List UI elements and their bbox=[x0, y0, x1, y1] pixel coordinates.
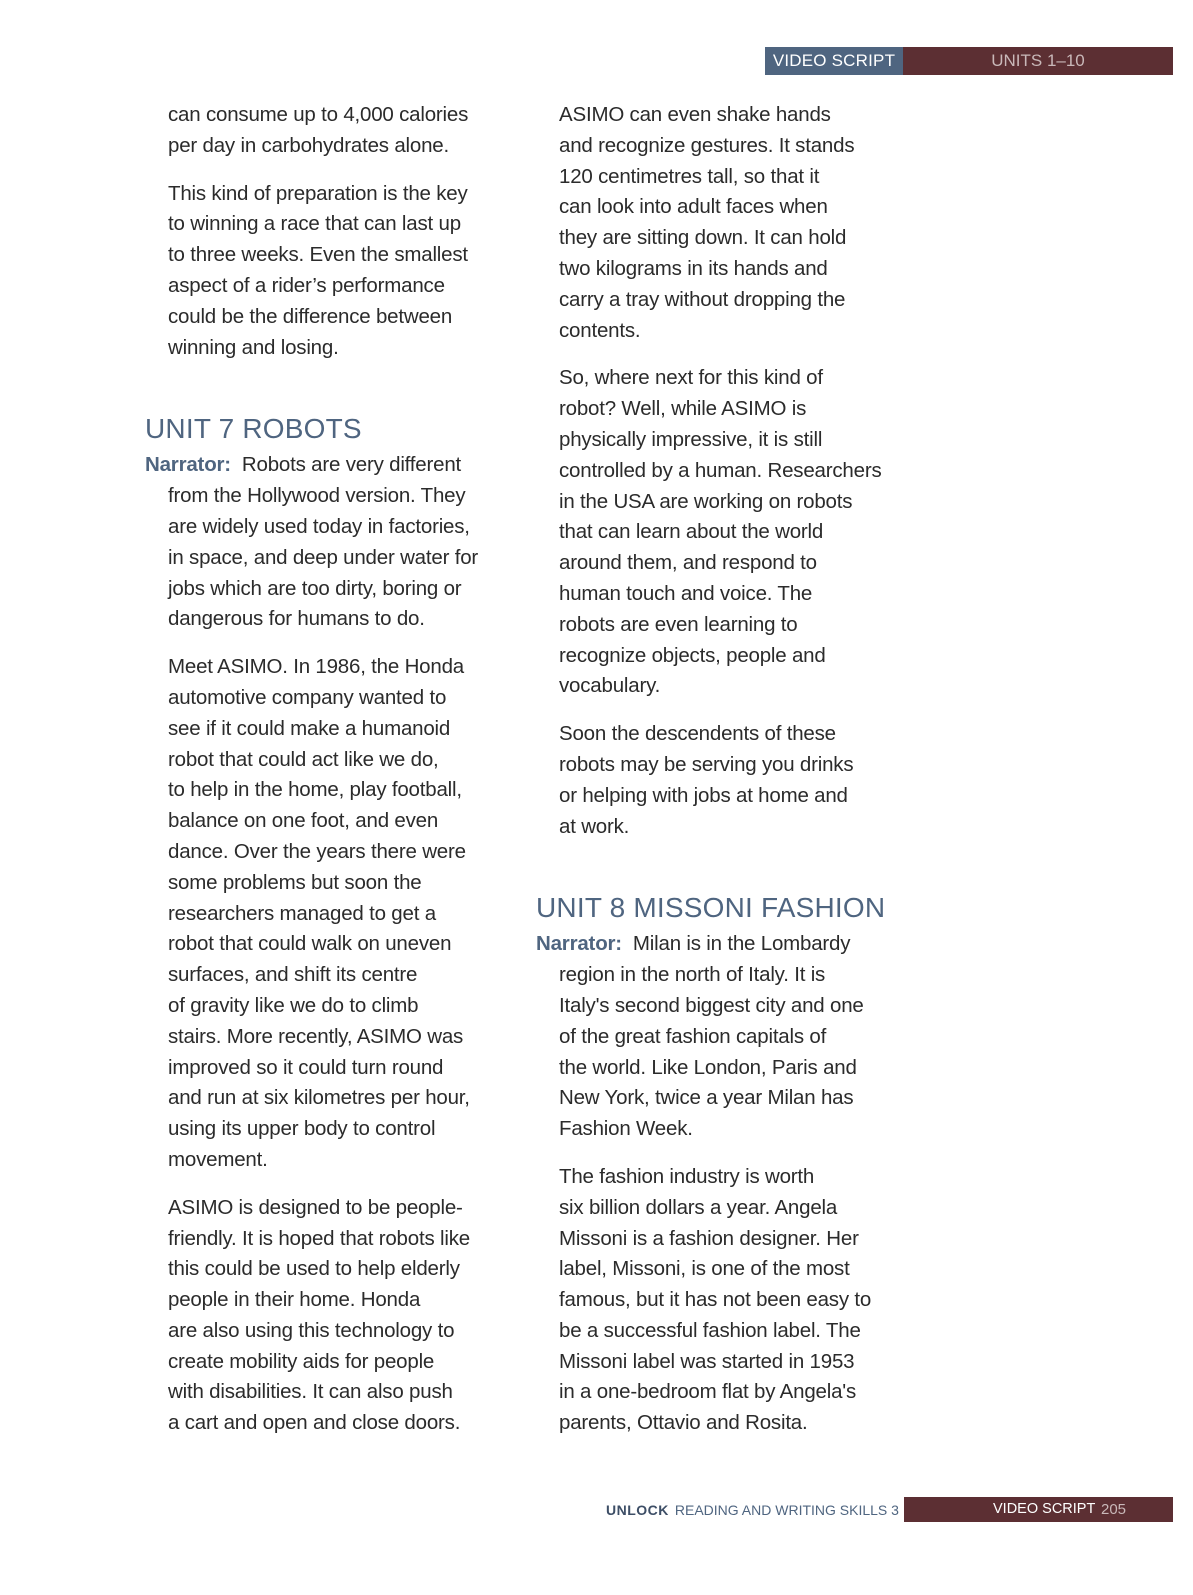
text-line: of the great fashion capitals of bbox=[559, 1024, 827, 1048]
text-line: to winning a race that can last up bbox=[168, 212, 461, 236]
narrator-label: Narrator: bbox=[145, 453, 231, 477]
text-line: human touch and voice. The bbox=[559, 581, 813, 605]
right-paragraphs bbox=[536, 100, 916, 842]
paragraph bbox=[145, 652, 525, 1176]
left-column bbox=[145, 100, 525, 1456]
text-line: researchers managed to get a bbox=[168, 901, 436, 925]
text-line: physically impressive, it is still bbox=[559, 427, 823, 451]
text-line: contents. bbox=[559, 318, 641, 342]
text-line: robot that could act like we do, bbox=[168, 747, 439, 771]
text-line: surfaces, and shift its centre bbox=[168, 963, 418, 987]
paragraph bbox=[536, 100, 916, 346]
text-line: New York, twice a year Milan has bbox=[559, 1086, 854, 1110]
text-line: this could be used to help elderly bbox=[168, 1257, 460, 1281]
text-line: jobs which are too dirty, boring or bbox=[168, 576, 462, 600]
text-line: robots are even learning to bbox=[559, 612, 798, 636]
text-line: a cart and open and close doors. bbox=[168, 1411, 461, 1435]
text-line: be a successful fashion label. The bbox=[559, 1318, 861, 1342]
footer-bar bbox=[904, 1497, 1173, 1522]
narrator-first-line: Robots are very different bbox=[241, 453, 462, 477]
header-units-label: UNITS 1–10 bbox=[903, 47, 1173, 75]
text-line: of gravity like we do to climb bbox=[168, 993, 419, 1017]
paragraph bbox=[536, 719, 916, 842]
text-line: with disabilities. It can also push bbox=[168, 1380, 453, 1404]
text-line: region in the north of Italy. It is bbox=[559, 963, 826, 987]
text-line: can consume up to 4,000 calories bbox=[168, 103, 469, 126]
text-line: recognize objects, people and bbox=[559, 643, 826, 667]
right-column bbox=[536, 100, 916, 1456]
text-line: Missoni is a fashion designer. Her bbox=[559, 1226, 859, 1250]
text-line: robot? Well, while ASIMO is bbox=[559, 397, 807, 421]
text-line: and recognize gestures. It stands bbox=[559, 133, 855, 157]
text-line: The fashion industry is worth bbox=[559, 1164, 815, 1188]
text-line: This kind of preparation is the key bbox=[168, 181, 468, 205]
text-line: label, Missoni, is one of the most bbox=[559, 1257, 850, 1281]
text-line: in a one-bedroom flat by Angela's bbox=[559, 1380, 857, 1404]
text-line: dance. Over the years there were bbox=[168, 839, 466, 863]
text-line: Soon the descendents of these bbox=[559, 722, 836, 746]
text-line: stairs. More recently, ASIMO was bbox=[168, 1024, 464, 1048]
text-line: automotive company wanted to bbox=[168, 685, 447, 709]
text-line: and run at six kilometres per hour, bbox=[168, 1086, 470, 1110]
text-line: Fashion Week. bbox=[559, 1117, 693, 1141]
text-line: they are sitting down. It can hold bbox=[559, 226, 847, 250]
text-line: dangerous for humans to do. bbox=[168, 607, 425, 631]
page-number: 205 bbox=[1101, 1501, 1127, 1518]
text-line: Meet ASIMO. In 1986, the Honda bbox=[168, 655, 464, 679]
text-line: ASIMO is designed to be people- bbox=[168, 1195, 463, 1219]
text-line: parents, Ottavio and Rosita. bbox=[559, 1411, 808, 1435]
text-line: per day in carbohydrates alone. bbox=[168, 133, 449, 157]
text-line: create mobility aids for people bbox=[168, 1349, 435, 1373]
text-line: people in their home. Honda bbox=[168, 1288, 421, 1312]
text-line: are widely used today in factories, bbox=[168, 514, 470, 538]
text-line: are also using this technology to bbox=[168, 1318, 455, 1342]
paragraph bbox=[145, 100, 525, 162]
unit7-heading: UNIT 7 ROBOTS bbox=[145, 413, 362, 445]
text-line: in the USA are working on robots bbox=[559, 489, 853, 513]
narrator-label: Narrator: bbox=[536, 932, 622, 956]
text-line: using its upper body to control bbox=[168, 1117, 436, 1141]
unit8-paragraphs bbox=[536, 1162, 916, 1439]
intro-paragraphs bbox=[145, 100, 525, 363]
text-line: So, where next for this kind of bbox=[559, 366, 823, 390]
text-line: vocabulary. bbox=[559, 674, 661, 698]
text-line: Italy's second biggest city and one bbox=[559, 993, 864, 1017]
text-line: movement. bbox=[168, 1147, 268, 1171]
unit8-narrator-paragraph bbox=[536, 929, 916, 1145]
text-line: around them, and respond to bbox=[559, 551, 817, 575]
text-line: friendly. It is hoped that robots like bbox=[168, 1226, 470, 1250]
text-line: to help in the home, play football, bbox=[168, 778, 462, 802]
paragraph bbox=[536, 1162, 916, 1439]
text-line: improved so it could turn round bbox=[168, 1055, 444, 1079]
narrator-paragraph-rest bbox=[559, 960, 916, 1145]
text-line: robots may be serving you drinks bbox=[559, 752, 854, 776]
unit7-narrator-paragraph bbox=[145, 450, 525, 635]
paragraph bbox=[536, 363, 916, 702]
unlock-logo: UNLOCK bbox=[606, 1502, 669, 1518]
text-line: in space, and deep under water for bbox=[168, 545, 479, 569]
paragraph bbox=[145, 179, 525, 364]
footer-section-label: VIDEO SCRIPT bbox=[993, 1501, 1096, 1517]
header-section-label: VIDEO SCRIPT bbox=[765, 47, 903, 75]
text-line: see if it could make a humanoid bbox=[168, 716, 451, 740]
text-line: two kilograms in its hands and bbox=[559, 256, 828, 280]
text-line: controlled by a human. Researchers bbox=[559, 458, 882, 482]
footer-book-title bbox=[606, 1499, 899, 1521]
narrator-paragraph-rest bbox=[168, 481, 525, 635]
text-line: some problems but soon the bbox=[168, 870, 422, 894]
text-line: could be the difference between bbox=[168, 304, 453, 328]
narrator-first-line: Milan is in the Lombardy bbox=[632, 932, 851, 956]
text-line: six billion dollars a year. Angela bbox=[559, 1195, 838, 1219]
book-title: READING AND WRITING SKILLS 3 bbox=[674, 1502, 899, 1518]
unit7-paragraphs bbox=[145, 652, 525, 1439]
text-line: balance on one foot, and even bbox=[168, 809, 439, 833]
text-line: ASIMO can even shake hands bbox=[559, 103, 831, 126]
unit8-heading: UNIT 8 MISSONI FASHION bbox=[536, 892, 886, 924]
text-line: carry a tray without dropping the bbox=[559, 287, 846, 311]
paragraph bbox=[145, 1193, 525, 1439]
text-line: that can learn about the world bbox=[559, 520, 824, 544]
text-line: or helping with jobs at home and bbox=[559, 783, 848, 807]
text-line: from the Hollywood version. They bbox=[168, 484, 466, 508]
text-line: aspect of a rider’s performance bbox=[168, 273, 445, 297]
text-line: 120 centimetres tall, so that it bbox=[559, 164, 820, 188]
text-line: can look into adult faces when bbox=[559, 195, 828, 219]
text-line: winning and losing. bbox=[168, 335, 339, 359]
text-line: the world. Like London, Paris and bbox=[559, 1055, 857, 1079]
text-line: Missoni label was started in 1953 bbox=[559, 1349, 855, 1373]
text-line: at work. bbox=[559, 814, 630, 838]
text-line: to three weeks. Even the smallest bbox=[168, 243, 468, 267]
text-line: famous, but it has not been easy to bbox=[559, 1288, 872, 1312]
text-line: robot that could walk on uneven bbox=[168, 932, 452, 956]
